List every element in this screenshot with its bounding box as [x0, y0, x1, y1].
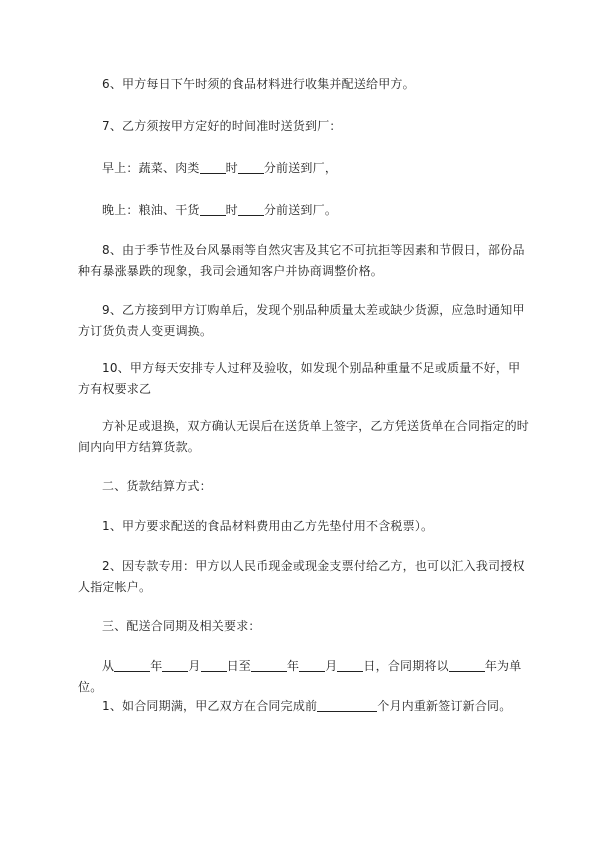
- term-years-blank: [449, 659, 485, 672]
- morning-minute-label: 分前送到厂，: [263, 161, 338, 175]
- clause-10-continued: 方补足或退换，双方确认无误后在送货单上签字，乙方凭送货单在合同指定的时间内向甲方结算货款。: [78, 419, 530, 454]
- renewal-text-end: 个月内重新签订新合同。: [377, 699, 512, 713]
- start-month-label: 月: [188, 659, 201, 673]
- evening-minute-label: 分前送到厂。: [263, 203, 338, 217]
- morning-hour-label: 时: [225, 161, 238, 175]
- morning-label: 早上：蔬菜、肉类: [102, 161, 200, 175]
- start-month-blank: [162, 659, 188, 672]
- section-2-heading: 二、货款结算方式：: [102, 479, 212, 493]
- period-from-label: 从: [102, 659, 115, 673]
- clause-7: 7、乙方须按甲方定好的时间准时送货到厂：: [102, 119, 342, 133]
- section-2-item-1: 1、甲方要求配送的食品材料费用由乙方先垫付用不含税票）。: [102, 519, 434, 533]
- evening-delivery-line: [78, 200, 530, 221]
- end-month-blank: [299, 659, 325, 672]
- term-unit-label: 年为单位。: [78, 659, 522, 694]
- clause-6: 6、甲方每日下午时须的食品材料进行收集并配送给甲方。: [102, 77, 415, 91]
- end-day-label: 日，合同期将以: [363, 659, 449, 673]
- clause-10: 10、甲方每天安排专人过秤及验收，如发现个别品种重量不足或质量不好，甲方有权要求乙: [78, 361, 521, 396]
- end-day-blank: [337, 659, 363, 672]
- start-day-label: 日至: [226, 659, 252, 673]
- end-month-label: 月: [325, 659, 338, 673]
- clause-9: 9、乙方接到甲方订购单后，发现个别品种质量太差或缺少货源，应急时通知甲方订货负责人变更调换。: [78, 303, 525, 338]
- renewal-text-start: 1、如合同期满，甲乙双方在合同完成前: [102, 699, 318, 713]
- evening-hour-label: 时: [225, 203, 238, 217]
- morning-hour-blank: [200, 161, 226, 174]
- contract-period-line: [78, 656, 530, 698]
- morning-minute-blank: [238, 161, 264, 174]
- start-year-label: 年: [150, 659, 163, 673]
- clause-8: 8、由于季节性及台风暴雨等自然灾害及其它不可抗拒等因素和节假日，部份品种有暴涨暴跌的现象，我司会通知客户并协商调整价格。: [78, 243, 525, 278]
- start-day-blank: [201, 659, 227, 672]
- morning-delivery-line: [78, 158, 530, 179]
- evening-minute-blank: [238, 203, 264, 216]
- evening-label: 晚上：粮油、干货: [102, 203, 200, 217]
- section-2-item-2: 2、因专款专用：甲方以人民币现金或现金支票付给乙方，也可以汇入我司授权人指定帐户。: [78, 559, 525, 594]
- section-3-heading: 三、配送合同期及相关要求：: [102, 619, 261, 633]
- start-year-blank: [114, 659, 150, 672]
- end-year-blank: [251, 659, 287, 672]
- section-3-item-1: [78, 696, 530, 717]
- renewal-months-blank: [317, 699, 377, 712]
- evening-hour-blank: [200, 203, 226, 216]
- end-year-label: 年: [287, 659, 300, 673]
